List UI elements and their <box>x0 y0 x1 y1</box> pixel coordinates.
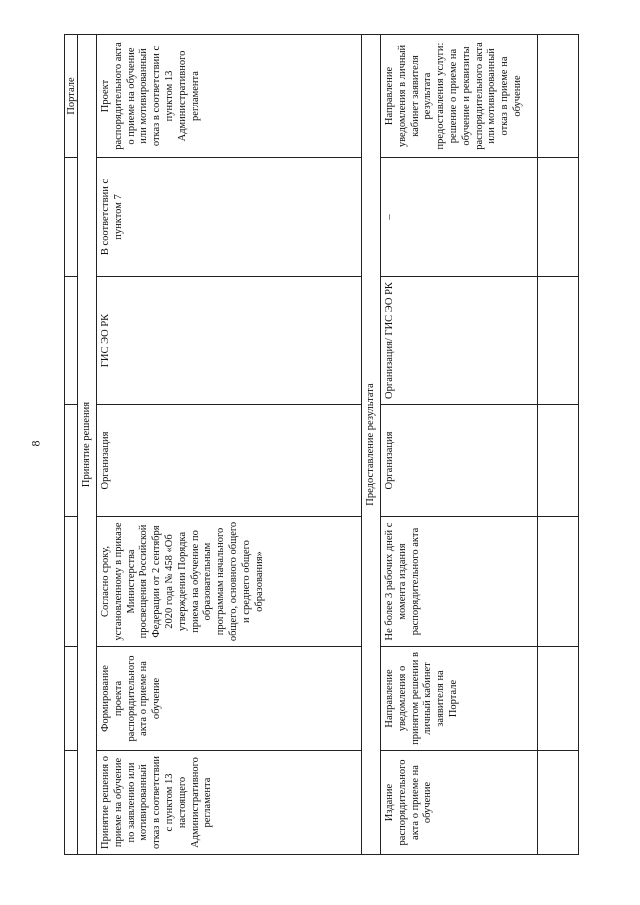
table-cell: Не более 3 рабочих дней с момента издания распорядительного акта <box>381 517 538 647</box>
table-row <box>381 35 538 855</box>
header-fragment: Портале <box>65 35 78 158</box>
table-cell: Принятие решения о приеме на обучение по заявлению или мотивированный отказ в соответствии с пунктом 13 настоящего Административного регламента <box>97 751 362 855</box>
table-row <box>97 35 362 855</box>
page-number: 8 <box>28 440 43 447</box>
table-row-empty <box>538 35 579 855</box>
table-cell: Проект распорядительного акта о приеме на обучение или мотивированный отказ в соответствии с пунктом 13 Административного регламента <box>97 35 362 158</box>
table-cell: Направление уведомления в личный кабинет заявителя результата предоставления услуги: решение о приеме на обучение и реквизиты распорядительного акта или мотивированный отказ в приеме на обучение <box>381 35 538 158</box>
table-cell: Направление уведомления о принятом решении в личный кабинет заявителя на Портале <box>381 647 538 751</box>
section-title: Принятие решения <box>78 35 97 855</box>
table-cell: ГИС ЭО РК <box>97 277 362 405</box>
table-cell: Организация/ ГИС ЭО РК <box>381 277 538 405</box>
table-header-fragment-row <box>65 35 78 855</box>
table-cell: Согласно сроку, установленному в приказе Министерства просвещения Российской Федерации от 2 сентября 2020 года № 458 «Об утверждении Порядка приема на обучение по образовательным программам начального общего, основного общего и среднего общего образования» <box>97 517 362 647</box>
table-cell: – <box>381 158 538 277</box>
section-row <box>362 35 381 855</box>
table-cell: Организация <box>97 405 362 517</box>
section-title: Предоставление результата <box>362 35 381 855</box>
table-cell: В соответствии с пунктом 7 <box>97 158 362 277</box>
table-cell: Организация <box>381 405 538 517</box>
rotated-table-wrapper <box>64 35 574 855</box>
section-row <box>78 35 97 855</box>
procedure-table <box>64 34 579 855</box>
table-cell: Формирование проекта распорядительного акта о приеме на обучение <box>97 647 362 751</box>
table-cell: Издание распорядительного акта о приеме на обучение <box>381 751 538 855</box>
